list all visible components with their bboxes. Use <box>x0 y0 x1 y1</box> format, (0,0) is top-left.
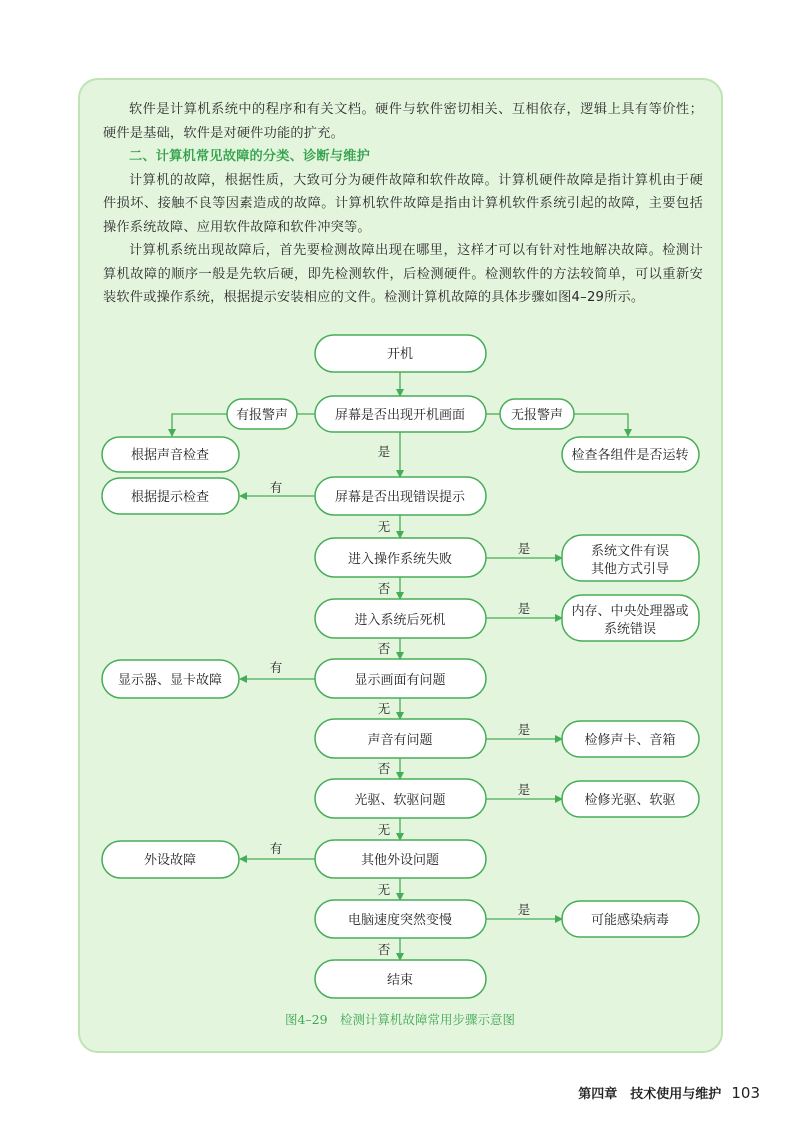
label-not-2: 否 <box>377 641 391 656</box>
node-sound <box>315 719 486 758</box>
label-shi-5: 是 <box>517 902 531 917</box>
label-shi-2: 是 <box>517 601 531 616</box>
node-os-fail <box>315 538 486 577</box>
svg-text:无报警声: 无报警声 <box>510 408 564 423</box>
section-heading: 二、计算机常见故障的分类、诊断与维护 <box>129 149 370 164</box>
label-you-1: 有 <box>269 480 283 495</box>
node-display-fault <box>102 660 239 698</box>
node-system-file-error <box>562 535 699 581</box>
svg-text:结束: 结束 <box>386 973 414 988</box>
svg-text:进入操作系统失败: 进入操作系统失败 <box>347 552 453 567</box>
paragraph-2: 计算机的故障，根据性质，大致可分为硬件故障和软件故障。计算机硬件故障是指计算机由于硬件损坏、接触不良等因素造成的故障。计算机软件故障是指由计算机软件系统引起的故障，主要包括操作系统故障、应用软件故障和软件冲突等。 <box>103 172 703 235</box>
node-repair-drive <box>562 781 699 817</box>
node-display <box>315 659 486 698</box>
label-not-3: 否 <box>377 761 391 776</box>
node-check-by-prompt <box>102 478 239 514</box>
label-you-3: 有 <box>269 841 283 856</box>
svg-text:外设故障: 外设故障 <box>143 853 197 868</box>
node-end <box>315 960 486 998</box>
svg-text:显示画面有问题: 显示画面有问题 <box>354 673 446 688</box>
chapter-title: 第四章 技术使用与维护 <box>578 1087 722 1102</box>
paragraph-1: 软件是计算机系统中的程序和有关文档。硬件与软件密切相关、互相依存，逻辑上具有等价性；硬件是基础，软件是对硬件功能的扩充。 <box>103 102 703 141</box>
svg-text:进入系统后死机: 进入系统后死机 <box>354 613 446 628</box>
label-yes-1: 是 <box>377 444 391 459</box>
paragraph-3: 计算机系统出现故障后，首先要检测故障出现在哪里，这样才可以有针对性地解决故障。检测计算机故障的顺序一般是先软后硬，即先检测软件，后检测硬件。检测软件的方法较简单，可以重新安装软件或操作系统，根据提示安装相应的文件。检测计算机故障的具体步骤如图4–29所示。 <box>103 243 703 305</box>
svg-text:检查各组件是否运转: 检查各组件是否运转 <box>571 448 689 463</box>
node-memory-cpu-error <box>562 595 699 641</box>
node-peripheral-fault <box>102 841 239 878</box>
svg-text:内存、中央处理器或: 内存、中央处理器或 <box>571 604 689 619</box>
label-shi-3: 是 <box>517 722 531 737</box>
node-drive <box>315 779 486 818</box>
svg-text:声音有问题: 声音有问题 <box>367 733 433 748</box>
node-repair-sound <box>562 721 699 757</box>
svg-text:系统错误: 系统错误 <box>603 622 657 637</box>
label-alarm-no <box>500 399 574 429</box>
node-error-prompt <box>315 477 486 515</box>
svg-text:屏幕是否出现开机画面: 屏幕是否出现开机画面 <box>334 408 466 423</box>
label-no-3: 无 <box>377 822 391 837</box>
label-shi-4: 是 <box>517 782 531 797</box>
svg-text:开机: 开机 <box>386 347 414 362</box>
label-no-4: 无 <box>377 882 391 897</box>
svg-text:其他方式引导: 其他方式引导 <box>590 562 670 577</box>
label-not-4: 否 <box>377 942 391 957</box>
node-peripheral <box>315 840 486 878</box>
node-check-components <box>562 437 699 472</box>
svg-text:根据声音检查: 根据声音检查 <box>130 448 210 463</box>
svg-text:其他外设问题: 其他外设问题 <box>360 853 440 868</box>
svg-text:光驱、软驱问题: 光驱、软驱问题 <box>354 793 446 808</box>
node-crash <box>315 599 486 638</box>
page-footer <box>578 1083 760 1102</box>
svg-text:显示器、显卡故障: 显示器、显卡故障 <box>117 673 223 688</box>
label-no-1: 无 <box>377 519 391 534</box>
svg-text:系统文件有误: 系统文件有误 <box>590 544 670 559</box>
svg-text:检修光驱、软驱: 检修光驱、软驱 <box>584 793 676 808</box>
svg-text:根据提示检查: 根据提示检查 <box>130 490 210 505</box>
svg-text:电脑速度突然变慢: 电脑速度突然变慢 <box>347 913 453 928</box>
node-speed <box>315 900 486 938</box>
node-boot-screen <box>315 396 486 432</box>
label-alarm-yes <box>227 399 297 429</box>
node-check-by-sound <box>102 437 239 472</box>
label-shi-1: 是 <box>517 541 531 556</box>
svg-text:可能感染病毒: 可能感染病毒 <box>590 913 670 928</box>
node-start <box>315 335 486 372</box>
svg-text:检修声卡、音箱: 检修声卡、音箱 <box>584 733 676 748</box>
node-virus <box>562 901 699 937</box>
label-no-2: 无 <box>377 701 391 716</box>
label-you-2: 有 <box>269 660 283 675</box>
figure-caption: 图4–29 检测计算机故障常用步骤示意图 <box>284 1012 516 1027</box>
label-not-1: 否 <box>377 581 391 596</box>
svg-text:屏幕是否出现错误提示: 屏幕是否出现错误提示 <box>334 490 466 505</box>
svg-text:有报警声: 有报警声 <box>235 408 289 423</box>
page-number: 103 <box>731 1084 760 1102</box>
